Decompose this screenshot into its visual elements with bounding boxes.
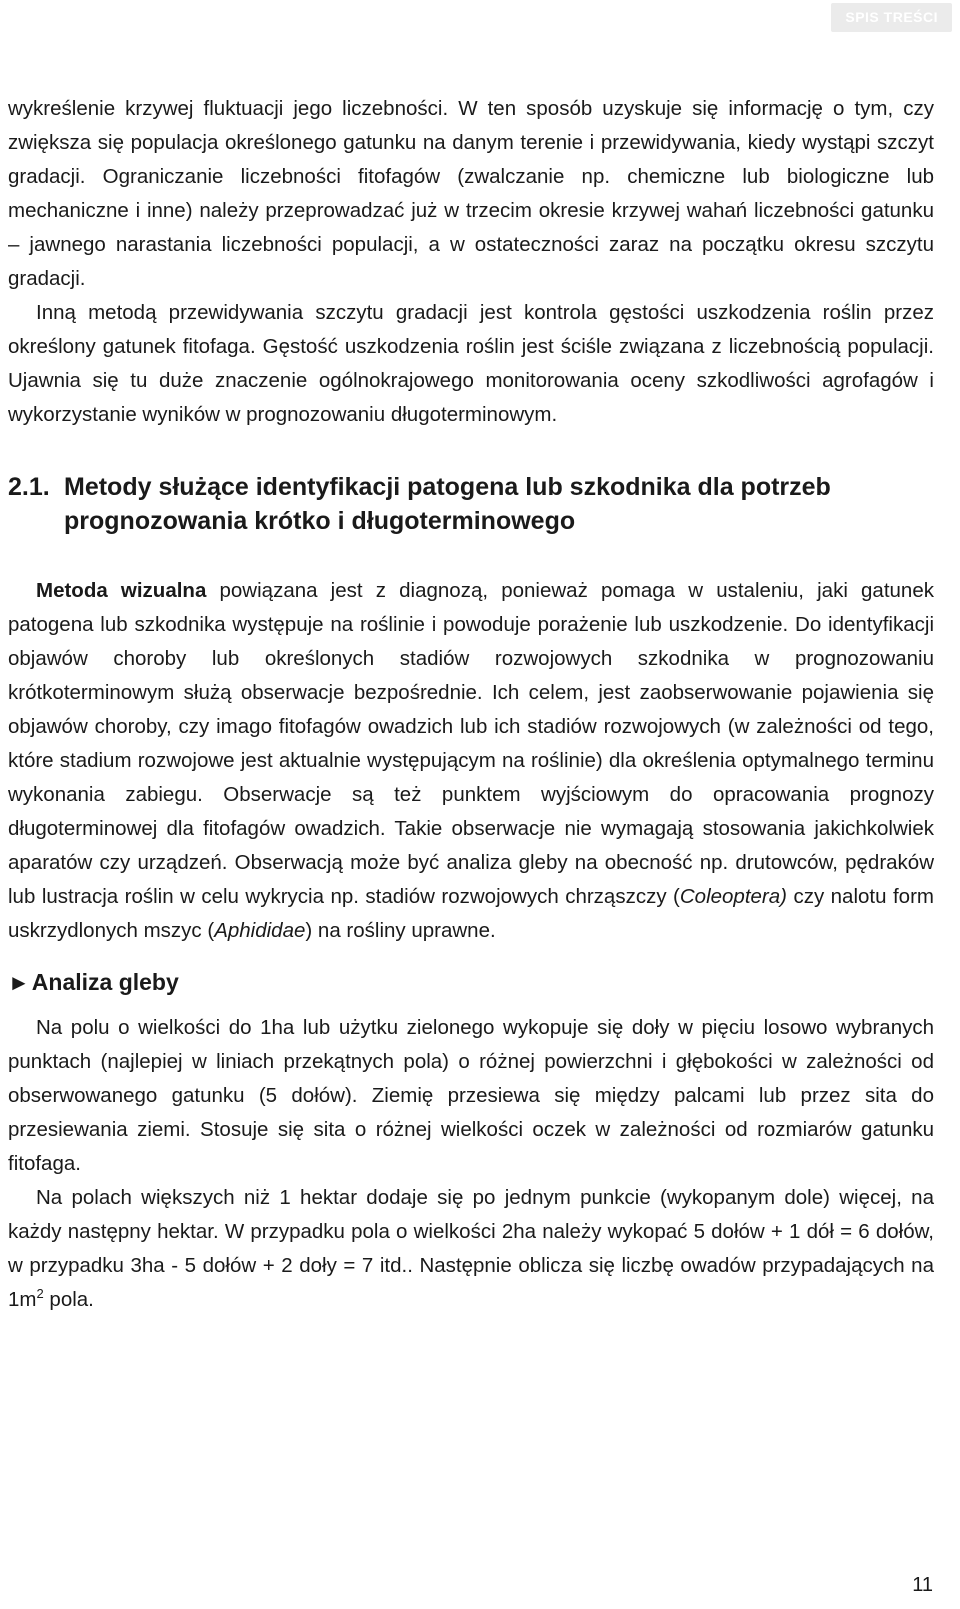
paragraph-fluctuation: wykreślenie krzywej fluktuacji jego liczebności. W ten sposób uzyskuje się informację o tym, czy zwiększa się populacja określonego gatunku na danym terenie i przewidywania, kiedy wystąpi szczyt gradacji. Ograniczanie liczebności fitofagów (zwalczanie np. chemiczne lub biologiczne lub mechaniczne i inne) należy przeprowadzać już w trzecim okresie krzywej wahań liczebności gatunku – jawnego narastania liczebności populacji, a w ostateczności zaraz na początku okresu szczytu gradacji. bbox=[8, 97, 934, 290]
section-title: Metody służące identyfikacji patogena lub szkodnika dla potrzeb prognozowania krótko i długoterminowego bbox=[64, 473, 831, 535]
visual-method-text-3: ) na rośliny uprawne. bbox=[305, 919, 496, 942]
triangle-icon: ► bbox=[8, 970, 30, 995]
soil-2-text: Na polach większych niż 1 hektar dodaje się po jednym punkcie (wykopanym dole) więcej, na każdy następny hektar. W przypadku pola o wielkości 2ha należy wykopać 5 dołów + 1 dół = 6 dołów, w przypadku 3ha - 5 dołów + 2 doły = 7 itd.. Następnie oblicza się liczbę owadów przypadających na 1m bbox=[8, 1186, 934, 1311]
subsection-title: Analiza gleby bbox=[31, 969, 179, 995]
paragraph-visual-method bbox=[8, 574, 934, 948]
visual-method-text-1: powiązana jest z diagnozą, ponieważ pomaga w ustaleniu, jaki gatunek patogena lub szkodnika występuje na roślinie i powoduje porażenie lub uszkodzenie. Do identyfikacji objawów choroby lub określonych stadiów rozwojowych szkodnika w prognozowaniu krótkoterminowym służą obserwacje bezpośrednie. Ich celem, jest zaobserwowanie pojawienia się objawów choroby, czy imago fitofagów owadzich lub ich stadiów rozwojowych (w zależności od tego, które stadium rozwojowe jest aktualnie występującym na roślinie) dla określenia optymalnego terminu wykonania zabiegu. Obserwacje są też punktem wyjściowym do opracowania prognozy długoterminowej dla fitofagów owadzich. Takie obserwacje nie wymagają stosowania jakichkolwiek aparatów czy urządzeń. Obserwacją może być analiza gleby na obecność np. drutowców, pędraków lub lustracja roślin w celu wykrycia np. stadiów rozwojowych chrząszczy ( bbox=[8, 579, 934, 908]
paragraph-density: Inną metodą przewidywania szczytu gradacji jest kontrola gęstości uszkodzenia roślin przez określony gatunek fitofaga. Gęstość uszkodzenia roślin jest ściśle związana z liczebnością populacji. Ujawnia się tu duże znaczenie ogólnokrajowego monitorowania oceny szkodliwości agrofagów i wykorzystanie wyników w prognozowaniu długoterminowym. bbox=[8, 301, 934, 426]
latin-aphididae: Aphididae bbox=[214, 919, 306, 942]
paragraph-soil-2 bbox=[8, 1181, 934, 1317]
latin-coleoptera: Coleoptera) bbox=[679, 885, 787, 908]
table-of-contents-button[interactable]: SPIS TREŚCI bbox=[831, 3, 952, 32]
section-number: 2.1. bbox=[8, 473, 50, 501]
subsection-heading bbox=[8, 966, 934, 999]
paragraph-soil-1: Na polu o wielkości do 1ha lub użytku zielonego wykopuje się doły w pięciu losowo wybranych punktach (najlepiej w liniach przekątnych pola) o różnej powierzchni i głębokości w zależności od obserwowanego gatunku (5 dołów). Ziemię przesiewa się między palcami lub przez sita do przesiewania ziemi. Stosuje się sita o różnej wielkości oczek w zależności od rozmiarów gatunku fitofaga. bbox=[8, 1016, 934, 1175]
visual-method-text-2: czy nalotu form uskrzydlonych mszyc ( bbox=[8, 885, 934, 942]
section-heading bbox=[8, 470, 934, 538]
page-content bbox=[8, 92, 934, 1317]
superscript-2: 2 bbox=[36, 1286, 44, 1302]
term-visual-method: Metoda wizualna bbox=[36, 579, 207, 602]
page-number: 11 bbox=[912, 1574, 933, 1596]
soil-2-end: pola. bbox=[43, 1288, 94, 1311]
